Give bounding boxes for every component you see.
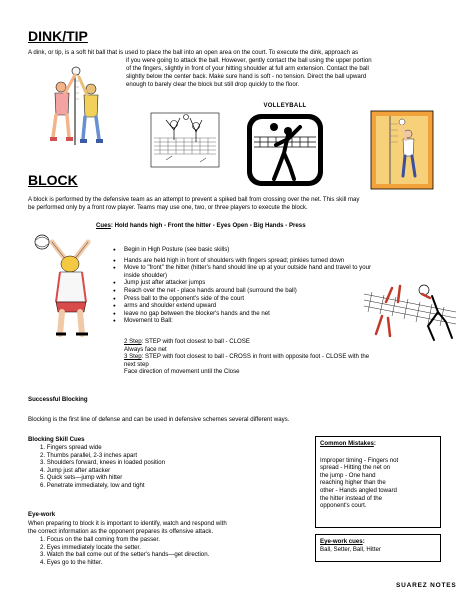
- dink-paragraph-line-2: if you were going to attack the ball. However, gently contact the ball using the upper portion: [126, 57, 372, 64]
- dink-net-sketch-illustration: [150, 112, 220, 168]
- dink-paragraph-line-5: enough to barely clear the block but still drop quickly to the floor.: [126, 81, 300, 88]
- list-item: ● Press ball to the opponent's side of the court: [112, 295, 464, 303]
- common-mistakes-line: opponent's court.: [320, 502, 367, 510]
- dink-paragraph-line-4: slightly below the center back. Make sure hand is soft - no tension. Direct the ball upward: [126, 73, 367, 80]
- dink-players-illustration: [45, 65, 107, 147]
- eye-work-cues-title: Eye-work cues:: [320, 538, 365, 545]
- dink-paragraph-line-1: A dink, or tip, is a soft hit ball that is used to place the ball into an open area on the court. To execute the dink, approach as: [28, 49, 359, 56]
- skill-cues-title: Blocking Skill Cues: [28, 436, 85, 443]
- face-direction: Face direction of movement until the Close: [124, 368, 240, 376]
- block-paragraph-line-1: A block is performed by the defensive team as an attempt to prevent a spiked ball from crossing over the net. This skill may: [28, 196, 360, 203]
- list-item: 1. Focus on the ball coming from the passer.: [40, 536, 160, 543]
- three-step-text: : STEP with foot closest to ball - CROSS in front with opposite foot - CLOSE with the: [141, 353, 370, 361]
- list-item: 3. Shoulders forward, knees in loaded position: [40, 459, 165, 467]
- list-item: 1. Fingers spread wide: [40, 444, 102, 451]
- list-item: 4. Eyes go to the hitter.: [40, 558, 103, 566]
- list-item: ● Jump just after attacker jumps: [112, 279, 464, 287]
- list-item-continuation: inside shoulder): [124, 271, 168, 279]
- eye-work-cues-box: [315, 534, 441, 562]
- list-item: ● Move to "front" the hitter (hitter's hand should line up at your outside hand and travel to your: [112, 264, 464, 272]
- eye-work-title: Eye-work: [28, 511, 56, 518]
- successful-blocking-text: Blocking is the first line of defense and can be used in defensive schemes several different ways.: [28, 416, 290, 423]
- eye-work-intro-line-1: When preparing to block it is important to identify, watch and respond with: [28, 520, 227, 527]
- footer-brand: SUAREZ NOTES: [396, 582, 457, 589]
- block-title: BLOCK: [28, 172, 78, 188]
- three-step-continuation: next step: [124, 360, 149, 368]
- successful-blocking-title: Successful Blocking: [28, 396, 88, 403]
- eye-work-cues-text: Ball, Setter, Ball, Hitter: [320, 545, 381, 553]
- list-item: 2. Eyes immediately locate the setter.: [40, 543, 141, 551]
- three-step-line: [124, 353, 424, 361]
- always-face-net: Always face net: [124, 345, 167, 353]
- common-mistakes-line: spread - Hitting the net on: [320, 464, 391, 472]
- common-mistakes-line: Improper timing - Fingers not: [320, 456, 399, 464]
- list-item: ● Movement to Ball:: [112, 317, 464, 325]
- common-mistakes-line: reaching higher than the: [320, 479, 386, 487]
- dink-paragraph-line-3: of the fingers, slightly in front of your hitting shoulder at full arm extension. Contact the ball: [126, 65, 369, 72]
- two-step-label: 2 Step: [124, 338, 142, 345]
- volleyball-logo-label: VOLLEYBALL: [263, 103, 307, 109]
- block-paragraph-line-2: be performed only by a front row player. Teams may use one, two, or three players to execute the block.: [28, 204, 308, 211]
- list-item: 3. Watch the ball come out of the setter's hands—get direction.: [40, 551, 210, 559]
- eye-work-list: [28, 536, 308, 566]
- list-item: 6. Penetrate immediately, low and tight: [40, 481, 145, 489]
- common-mistakes-line: the hitter instead of the: [320, 494, 382, 502]
- dink-orange-player-illustration: [370, 110, 434, 190]
- three-step-label: 3 Step: [124, 353, 142, 361]
- blocker-illustration: [30, 228, 96, 340]
- two-step-text: : STEP with foot closest to ball - CLOSE: [141, 338, 250, 345]
- list-item: 5. Quick sets—jump with hitter: [40, 474, 123, 482]
- volleyball-logo-icon: [244, 111, 326, 189]
- common-mistakes-title: Common Mistakes:: [320, 440, 376, 447]
- list-item: 2. Thumbs parallel, 2-3 inches apart: [40, 451, 138, 459]
- block-cues-text: : Hold hands high - Front the hitter - Eyes Open - Big Hands - Press: [110, 222, 306, 229]
- list-item: ● Hands are held high in front of shoulders with fingers spread; pinkies turned down: [112, 257, 464, 265]
- block-at-net-illustration: [362, 282, 458, 346]
- skill-cues-list: [28, 444, 298, 490]
- dink-title: DINK/TIP: [28, 28, 88, 44]
- block-cues-line: [96, 222, 306, 230]
- eye-work-intro-line-2: the correct information as the opponent prepares its offensive attack.: [28, 528, 214, 535]
- common-mistakes-line: the jump - One hand: [320, 471, 376, 479]
- block-cues-label: Cues: [96, 222, 111, 229]
- list-item: ● leave no gap between the blocker's hands and the net: [112, 310, 464, 318]
- list-item: ● arms and shoulder extend upward: [112, 302, 464, 310]
- common-mistakes-box: [315, 436, 441, 528]
- common-mistakes-line: other - Hands angled toward: [320, 486, 397, 494]
- list-item: ● Begin in High Posture (see basic skills): [112, 246, 464, 254]
- list-item: 4. Jump just after attacker: [40, 466, 111, 474]
- list-item: ● Reach over the net - place hands around ball (surround the ball): [112, 287, 464, 295]
